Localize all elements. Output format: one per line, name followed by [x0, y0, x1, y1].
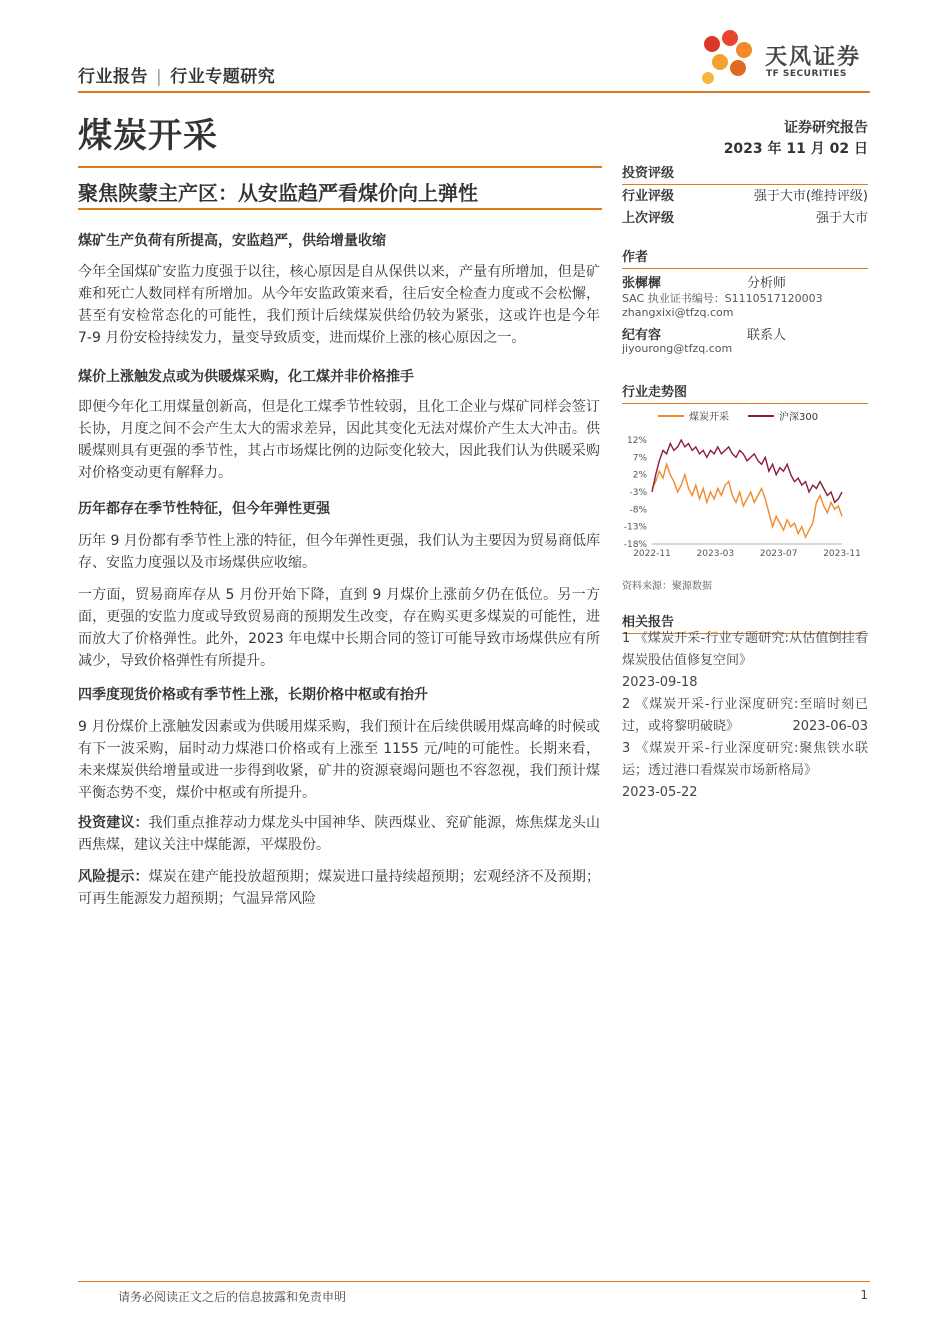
logo-subtitle: TF SECURITIES — [766, 69, 847, 79]
investment-advice — [78, 812, 600, 856]
related-report-title[interactable]: 1 《煤炭开采-行业专题研究:从估值倒挂看煤炭股估值修复空间》 — [622, 631, 868, 668]
page-number: 1 — [860, 1288, 868, 1302]
industry-rating-label: 行业评级 — [622, 189, 675, 204]
paragraph: 历年 9 月份都有季节性上涨的特征，但今年弹性更强，我们认为主要因为贸易商低库存、安监力度强以及市场煤供应收缩。 — [78, 533, 600, 571]
related-heading: 相关报告 — [622, 611, 868, 634]
related-report-item[interactable] — [622, 694, 868, 738]
risk-label: 风险提示： — [78, 869, 149, 885]
risk-text: 煤炭在建产能投放超预期；煤炭进口量持续超预期；宏观经济不及预期；可再生能源发力超预期；气温异常风险 — [78, 869, 601, 907]
title-bottom-rule — [78, 208, 602, 210]
chart-source: 资料来源：聚源数据 — [622, 581, 712, 592]
related-report-date: 2023-05-22 — [622, 785, 698, 800]
footer-divider — [78, 1281, 870, 1282]
section-heading: 煤价上涨触发点或为供暖煤采购，化工煤并非价格推手 — [78, 369, 414, 385]
legend-label: 煤炭开采 — [689, 412, 729, 423]
paragraph: 今年全国煤矿安监力度强于以往，核心原因是自从保供以来，产量有所增加，但是矿难和死亡人数同样有所增加。从今年安监政策来看，往后安全检查力度或不会松懈，甚至有安检常态化的可能性，我们预计后续煤炭供给仍较为紧张，这或许也是今年 7-9 月份安检持续发力，量变导致质变，进而煤价上涨的核心原因之一。 — [78, 264, 600, 346]
y-tick-label: 7% — [632, 453, 647, 464]
report-date: 2023 年 11 月 02 日 — [723, 141, 868, 157]
related-report-item[interactable] — [622, 628, 868, 694]
risk-warning — [78, 866, 600, 910]
report-type: 证券研究报告 — [784, 120, 868, 136]
x-tick-label: 2023-11 — [823, 549, 861, 559]
industry-rating-value: 强于大市(维持评级) — [753, 189, 868, 204]
y-tick-label: -18% — [623, 540, 647, 550]
category-label: 行业报告 — [78, 67, 148, 87]
previous-rating-value: 强于大市 — [815, 211, 868, 226]
author-email: zhangxixi@tfzq.com — [622, 306, 734, 319]
trend-heading: 行业走势图 — [622, 381, 868, 404]
y-tick-label: -13% — [623, 522, 647, 533]
paragraph: 9 月份煤价上涨触发因素或为供暖用煤采购，我们预计在后续供暖用煤高峰的时候或有下一波采购，届时动力煤港口价格或有上涨至 1155 元/吨的可能性。长期来看，未来煤炭供给增量或进一步得到收紧，矿井的资源衰竭问题也不容忽视，我们预计煤平衡态势不变，煤价中枢或有所提升。 — [78, 719, 600, 801]
industry-rating-row — [622, 185, 868, 205]
section-heading: 四季度现货价格或有季节性上涨，长期价格中枢或有抬升 — [78, 687, 428, 703]
y-tick-label: -3% — [629, 488, 647, 498]
author-email: jiyourong@tfzq.com — [622, 342, 733, 355]
section-heading: 历年都存在季节性特征，但今年弹性更强 — [78, 501, 330, 517]
related-report-title[interactable]: 2 《煤炭开采-行业深度研究:至暗时刻已过，或将黎明破晓》 — [622, 697, 868, 734]
related-report-title[interactable]: 3 《煤炭开采-行业深度研究:聚焦铁水联运；透过港口看煤炭市场新格局》 — [622, 741, 868, 778]
y-tick-label: -8% — [629, 505, 647, 516]
logo-name: 天风证券 — [765, 45, 862, 70]
author-name: 纪有容 — [622, 328, 662, 343]
related-report-date: 2023-06-03 — [792, 719, 868, 734]
report-category — [78, 62, 275, 87]
x-tick-label: 2022-11 — [633, 549, 671, 559]
author-role: 联系人 — [747, 328, 787, 343]
author-role: 分析师 — [747, 276, 787, 291]
related-report-item[interactable] — [622, 738, 868, 804]
paragraph: 即便今年化工用煤量创新高，但是化工煤季节性较弱，且化工企业与煤矿同样会签订长协，月度之间不会产生太大的需求差异，因此其变化无法对煤价产生太大冲击。供暖煤则具有更强的季节性，其占市场煤比例的边际变化较大，因此我们认为供暖采购对价格变动更有解释力。 — [78, 399, 600, 481]
legend-label: 沪深300 — [779, 412, 819, 423]
author-name: 张樨樨 — [622, 276, 662, 291]
title-top-rule — [78, 166, 602, 168]
related-report-date: 2023-09-18 — [622, 675, 698, 690]
y-tick-label: 12% — [626, 436, 647, 446]
industry-trend-chart — [618, 402, 870, 568]
authors-heading: 作者 — [622, 246, 868, 269]
previous-rating-label: 上次评级 — [622, 211, 675, 226]
series-line — [652, 440, 842, 502]
category-separator: | — [156, 67, 163, 87]
subcategory-label: 行业专题研究 — [170, 67, 276, 87]
section-heading: 煤矿生产负荷有所提高，安监趋严，供给增量收缩 — [78, 233, 386, 249]
x-tick-label: 2023-07 — [759, 549, 798, 559]
sector-title: 煤炭开采 — [78, 116, 218, 156]
main-body — [78, 230, 600, 910]
author-certificate: SAC 执业证书编号：S1110517120003 — [622, 292, 823, 305]
header-divider — [78, 91, 870, 93]
y-tick-label: 2% — [632, 470, 647, 481]
previous-rating-row — [622, 207, 868, 227]
series-line — [652, 464, 842, 537]
x-tick-label: 2023-03 — [696, 549, 735, 559]
rating-heading: 投资评级 — [622, 162, 868, 185]
footer-disclaimer: 请务必阅读正文之后的信息披露和免责申明 — [118, 1290, 347, 1304]
investment-label: 投资建议： — [78, 815, 149, 831]
paragraph: 一方面，贸易商库存从 5 月份开始下降，直到 9 月煤价上涨前夕仍在低位。另一方面，更强的安监力度或导致贸易商的预期发生改变，存在购买更多煤炭的可能性，进而放大了价格弹性。此外，2023 年电煤中长期合同的签订可能导致市场煤供应有所减少，导致价格弹性有所提升。 — [78, 587, 600, 669]
related-reports-list — [622, 628, 868, 804]
report-title: 聚焦陕蒙主产区：从安监趋严看煤价向上弹性 — [78, 181, 478, 205]
investment-text: 我们重点推荐动力煤龙头中国神华、陕西煤业、兖矿能源，炼焦煤龙头山西焦煤，建议关注中煤能源，平煤股份。 — [78, 815, 601, 853]
